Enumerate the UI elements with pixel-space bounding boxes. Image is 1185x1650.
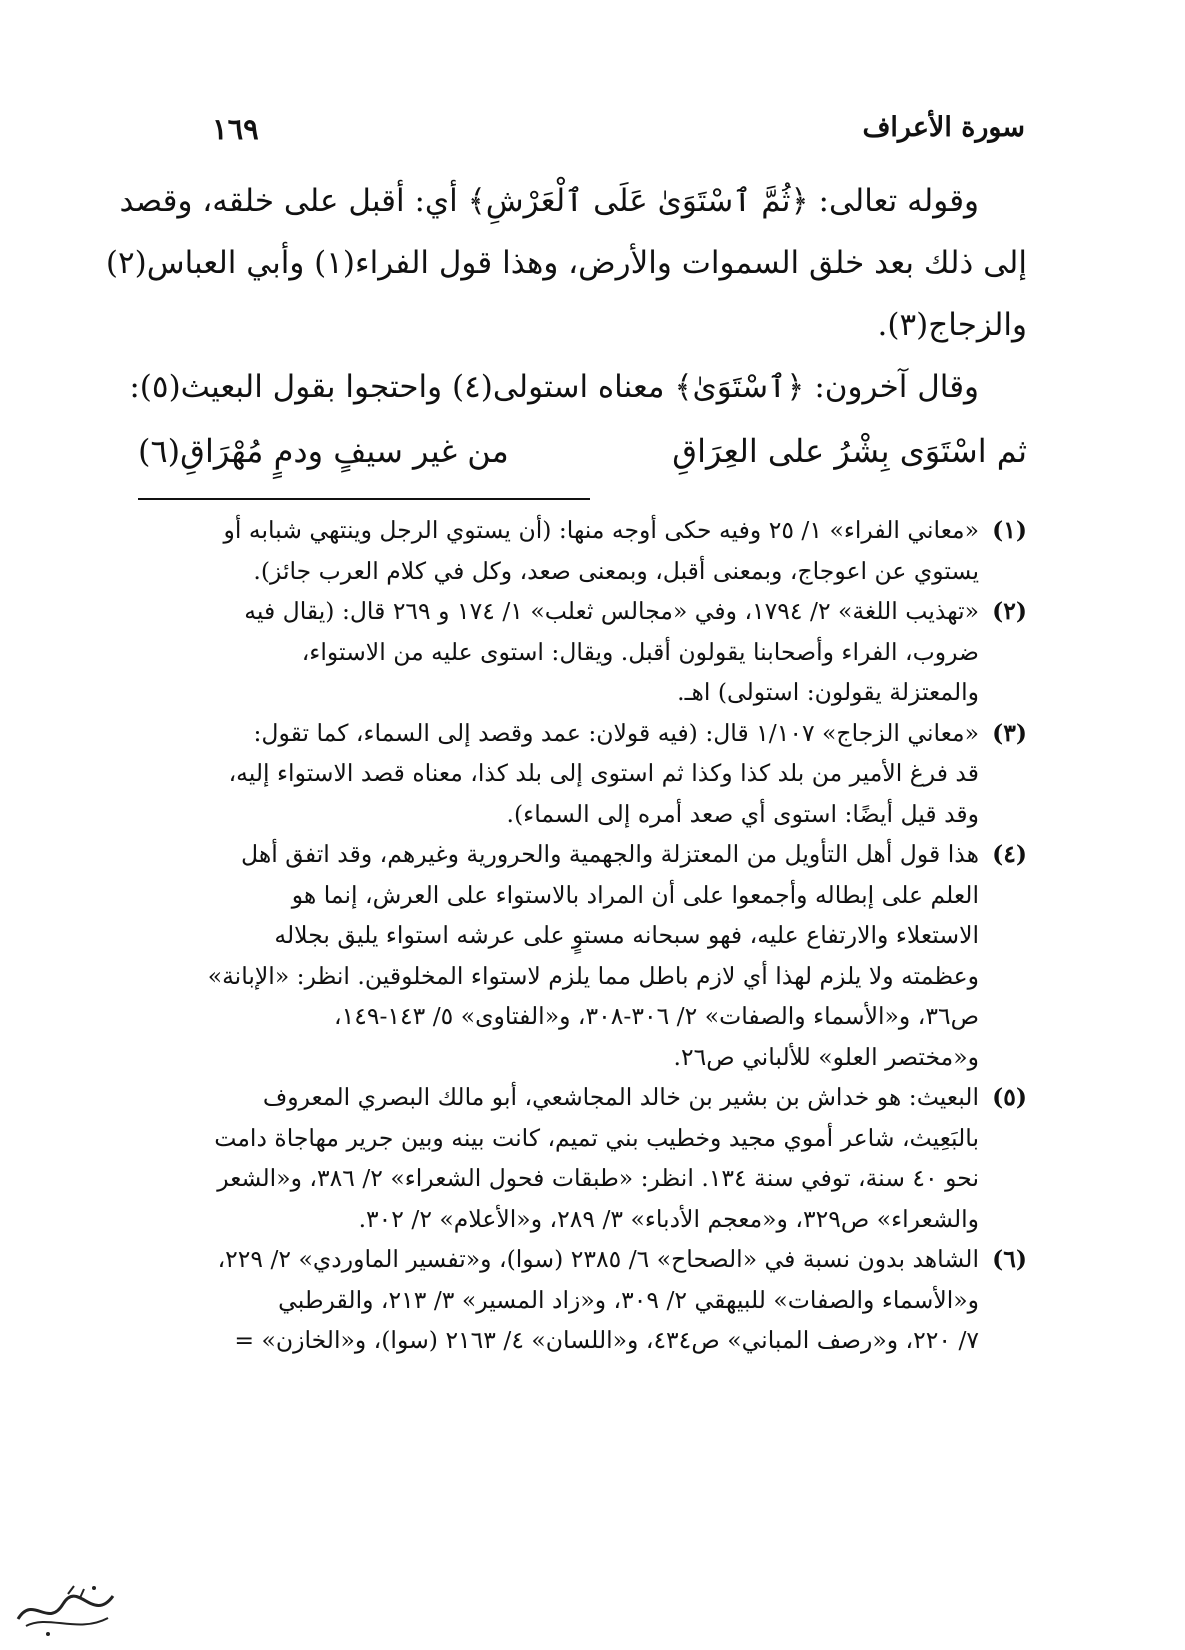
verse-hemistich-right: ثم اسْتَوَى بِشْرُ على العِرَاقِ xyxy=(672,432,1027,470)
footnote xyxy=(138,1077,1027,1239)
poetry-verse xyxy=(138,420,1027,482)
footnote-line: العلم على إبطاله وأجمعوا على أن المراد بالاستواء على العرش، إنما هو xyxy=(291,880,979,909)
footnote-line: ٧/ ٢٢٠، و«رصف المباني» ص٤٣٤، و«اللسان» ٤/ ٢١٦٣ (سوا)، و«الخازن» = xyxy=(234,1326,979,1354)
main-text xyxy=(105,170,1027,482)
footnote-line: وعظمته ولا يلزم لهذا أي لازم باطل مما يلزم لاستواء المخلوقين. انظر: «الإبانة» xyxy=(207,961,979,990)
footnote xyxy=(138,1239,1027,1361)
footnote-line: «معاني الزجاج» ١/١٠٧ قال: (فيه قولان: عمد وقصد إلى السماء، كما تقول: xyxy=(253,718,979,747)
footnote-line: و«الأسماء والصفات» للبيهقي ٢/ ٣٠٩، و«زاد المسير» ٣/ ٢١٣، والقرطبي xyxy=(278,1285,979,1314)
verse-hemistich-left: من غير سيفٍ ودمٍ مُهْرَاقِ(٦) xyxy=(138,432,509,470)
footnote xyxy=(138,834,1027,1077)
main-line-1: وقوله تعالى: ﴿ثُمَّ ٱسْتَوَىٰ عَلَى ٱلْعَرْشِ﴾ أي: أقبل على خلقه، وقصد xyxy=(119,183,979,219)
footnote-number: (١) xyxy=(992,516,1027,544)
footnote-line: يستوي عن اعوجاج، وبمعنى أقبل، وبمعنى صعد، وكل في كلام العرب جائز). xyxy=(253,556,979,585)
page-header xyxy=(200,112,1025,162)
footnote-line: هذا قول أهل التأويل من المعتزلة والجهمية والحرورية وغيرهم، وقد اتفق أهل xyxy=(241,840,979,868)
footnote xyxy=(138,713,1027,835)
footnote-line: البعيث: هو خداش بن بشير بن خالد المجاشعي، أبو مالك البصري المعروف xyxy=(262,1083,979,1111)
footnote-number: (٥) xyxy=(992,1083,1027,1111)
footnote-line: قد فرغ الأمير من بلد كذا وكذا ثم استوى إلى بلد كذا، معناه قصد الاستواء إليه، xyxy=(228,759,979,787)
page-number: ١٦٩ xyxy=(212,112,259,146)
main-line-4: وقال آخرون: ﴿ٱسْتَوَىٰ﴾ معناه استولى(٤) واحتجوا بقول البعيث(٥): xyxy=(129,369,979,405)
footnote-line: والمعتزلة يقولون: استولى) اهـ. xyxy=(677,678,979,706)
footnote-line: ضروب، الفراء وأصحابنا يقولون أقبل. ويقال: استوى عليه من الاستواء، xyxy=(301,637,979,666)
footnote-line: الشاهد بدون نسبة في «الصحاح» ٦/ ٢٣٨٥ (سوا)، و«تفسير الماوردي» ٢/ ٢٢٩، xyxy=(217,1245,979,1273)
footnote xyxy=(138,510,1027,591)
footnote-number: (٣) xyxy=(992,718,1027,747)
footnote-number: (٢) xyxy=(992,597,1027,625)
publisher-logo xyxy=(8,1574,128,1644)
footnote-number: (٦) xyxy=(992,1245,1027,1273)
footnote-line: و«مختصر العلو» للألباني ص٢٦. xyxy=(673,1042,979,1071)
footnotes xyxy=(138,510,1027,1361)
footnote-line: الاستعلاء والارتفاع عليه، فهو سبحانه مستوٍ على عرشه استواء يليق بجلاله xyxy=(274,921,979,949)
footnote-line: والشعراء» ص٣٢٩، و«معجم الأدباء» ٣/ ٢٨٩، و«الأعلام» ٢/ ٣٠٢. xyxy=(358,1204,979,1233)
main-line-3: والزجاج(٣). xyxy=(877,307,1027,343)
footnote-separator xyxy=(138,498,590,500)
footnote-line: ص٣٦، و«الأسماء والصفات» ٢/ ٣٠٦-٣٠٨، و«الفتاوى» ٥/ ١٤٣-١٤٩، xyxy=(333,1002,979,1030)
footnote-line: بالبَعِيث، شاعر أموي مجيد وخطيب بني تميم، كانت بينه وبين جرير مهاجاة دامت xyxy=(214,1123,979,1152)
main-line-2: إلى ذلك بعد خلق السموات والأرض، وهذا قول الفراء(١) وأبي العباس(٢) xyxy=(105,245,1027,281)
footnote-line: «تهذيب اللغة» ٢/ ١٧٩٤، وفي «مجالس ثعلب» ١/ ١٧٤ و ٢٦٩ قال: (يقال فيه xyxy=(244,597,979,625)
footnote-number: (٤) xyxy=(992,840,1027,868)
footnote xyxy=(138,591,1027,713)
footnote-line: «معاني الفراء» ١/ ٢٥ وفيه حكى أوجه منها: (أن يستوي الرجل وينتهي شبابه أو xyxy=(223,516,979,544)
footnote-line: وقد قيل أيضًا: استوى أي صعد أمره إلى السماء). xyxy=(506,799,979,828)
footnote-line: نحو ٤٠ سنة، توفي سنة ١٣٤. انظر: «طبقات فحول الشعراء» ٢/ ٣٨٦، و«الشعر xyxy=(217,1164,979,1192)
surah-name: سورة الأعراف xyxy=(862,112,1025,143)
